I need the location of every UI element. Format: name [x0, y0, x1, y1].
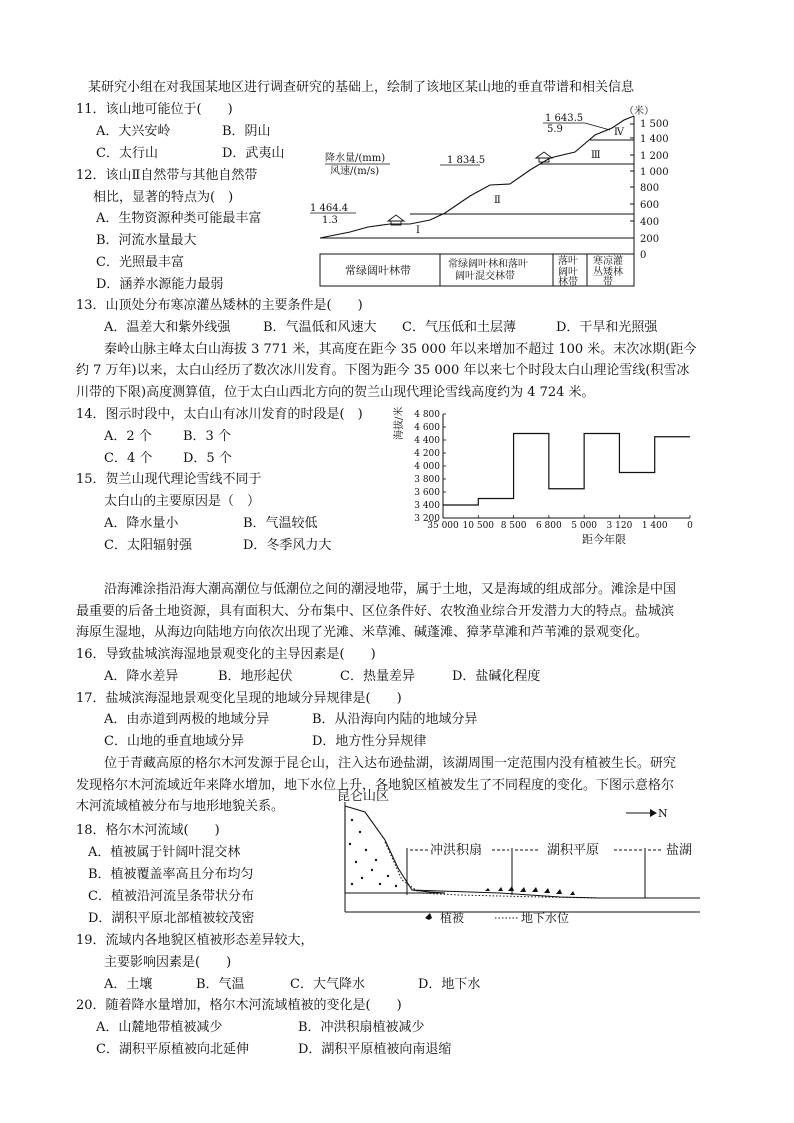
question-11-stem: 11．该山地可能位于( ): [76, 102, 233, 117]
question-20-stem: 20．随着降水量增加，格尔木河流域植被的变化是( ): [76, 998, 402, 1013]
q13-option-b[interactable]: B．气温低和风速大: [263, 320, 377, 335]
q11-option-b[interactable]: B．阴山: [222, 124, 271, 139]
question-14-stem: 14．图示时段中，太白山有冰川发育的时段是( ): [76, 407, 363, 422]
north-arrow-icon: [650, 809, 657, 817]
q19-option-b[interactable]: B．气温: [196, 977, 245, 992]
q18-option-b[interactable]: B．植被覆盖率高且分布均匀: [88, 867, 254, 882]
station-icon: [388, 152, 552, 225]
chart-y-tick-label: 4 200: [414, 449, 440, 459]
mountain-slope: [345, 806, 445, 893]
belt-3-label-2: 阔叶: [558, 267, 578, 278]
fig1-legend-wind: 风速/(m/s): [330, 166, 380, 177]
fig1-ytick: 1 400: [640, 134, 669, 145]
belt-4-label-3: 带: [603, 277, 613, 288]
region-salt-lake: 盐湖: [666, 843, 693, 858]
question-19-stem-2: 主要影响因素是( ): [104, 955, 232, 970]
kunlun-title: 昆仑山区: [337, 789, 390, 804]
chart-x-tick-label: 0: [687, 521, 693, 531]
q19-option-a[interactable]: A．土壤: [104, 977, 153, 992]
fig1-ytick: 800: [640, 183, 660, 194]
region-lake-plain: 湖积平原: [547, 843, 600, 858]
fig1-ytick: 1 200: [640, 151, 669, 162]
question-12-stem-2: 相比，显著的特点为( ): [93, 190, 234, 205]
chart-x-tick-label: 3 120: [606, 521, 633, 531]
q17-option-c[interactable]: C．山地的垂直地域分异: [104, 734, 244, 749]
q13-option-a[interactable]: A．温差大和紫外线强: [104, 320, 231, 335]
paragraph-tidal-2: 最重要的后备土地资源，具有面积大、分布集中、区位条件好、农牧渔业综合开发潜力大的特点。盐城滨: [76, 604, 675, 619]
fig1-legend-precip: 降水量/(mm): [325, 153, 386, 164]
q19-option-d[interactable]: D．地下水: [418, 977, 481, 992]
fig1-unit: （米）: [624, 106, 654, 117]
chart-x-tick-label: 1 400: [641, 521, 668, 531]
question-16-stem: 16．导致盐城滨海湿地景观变化的主导因素是( ): [76, 647, 376, 662]
q16-option-d[interactable]: D．盐碱化程度: [452, 669, 541, 684]
fig1-ytick: 200: [640, 234, 660, 245]
north-label: N: [658, 807, 668, 820]
groundwater-line: [385, 842, 650, 898]
q14-option-d[interactable]: D．5 个: [183, 451, 232, 466]
fig1-ytick: 400: [640, 217, 660, 228]
chart-y-tick-label: 3 800: [414, 475, 440, 485]
chart-ylabel: 海拔/米: [394, 406, 405, 440]
q18-option-a[interactable]: A．植被属于针阔叶混交林: [88, 845, 241, 860]
q17-option-d[interactable]: D．地方性分异规律: [312, 734, 427, 749]
q12-option-c[interactable]: C．光照最丰富: [96, 255, 184, 270]
station3-wind: 5.9: [547, 124, 563, 135]
q13-option-c[interactable]: C．气压低和土层薄: [402, 320, 516, 335]
paragraph-golmud: 位于青藏高原的格尔木河发源于昆仑山，注入达布逊盐湖，该湖周围一定范围内没有植被生长。研究: [104, 756, 677, 771]
chart-xlabel: 距今年限: [582, 533, 626, 546]
q16-option-b[interactable]: B．地形起伏: [218, 669, 293, 684]
q15-option-b[interactable]: B．气温较低: [243, 516, 318, 531]
zone-label-3: Ⅲ: [591, 150, 601, 161]
q18-option-d[interactable]: D．湖积平原北部植被较茂密: [88, 911, 255, 926]
q12-option-d[interactable]: D．涵养水源能力最弱: [96, 277, 224, 292]
q20-option-b[interactable]: B．冲洪积扇植被减少: [298, 1020, 425, 1035]
chart-x-tick-label: 10 500: [462, 521, 495, 531]
q16-option-a[interactable]: A．降水差异: [104, 669, 179, 684]
fig1-ytick: 1 500: [640, 119, 669, 130]
q15-option-c[interactable]: C．太阳辐射强: [104, 538, 192, 553]
question-19-stem: 19．流域内各地貌区植被形态差异较大，: [76, 933, 314, 948]
chart-x-tick-label: 8 500: [500, 521, 527, 531]
q18-option-c[interactable]: C．植被沿河流呈条带状分布: [88, 889, 254, 904]
question-15-stem: 15．贺兰山现代理论雪线不同于: [76, 472, 262, 487]
fig1-ytick: 600: [640, 200, 660, 211]
chart-y-tick-label: 3 400: [414, 501, 440, 511]
legend-vegetation: 植被: [440, 911, 465, 925]
q20-option-d[interactable]: D．湖积平原植被向南退缩: [298, 1042, 452, 1057]
fig1-ytick: 0: [640, 250, 647, 261]
region-alluvial-fan: 冲洪积扇: [430, 843, 483, 858]
chart-y-tick-label: 4 000: [414, 462, 440, 472]
question-17-stem: 17．盐城滨海湿地景观变化呈现的地域分异规律是( ): [76, 691, 402, 706]
paragraph-golmud-3: 木河流域植被分布与地形地貌关系。: [76, 799, 285, 814]
q17-option-a[interactable]: A．由赤道到两极的地域分异: [104, 712, 270, 727]
q12-option-b[interactable]: B．河流水量最大: [96, 233, 197, 248]
chart-y-tick-label: 3 600: [414, 488, 440, 498]
legend-groundwater: 地下水位: [521, 911, 570, 925]
q14-option-a[interactable]: A．2 个: [104, 429, 152, 444]
q11-option-d[interactable]: D．武夷山: [222, 146, 285, 161]
belt-4-label-2: 丛矮林: [593, 267, 623, 278]
station1-wind: 1.3: [322, 215, 338, 226]
snowline-series: [443, 434, 690, 506]
q15-option-a[interactable]: A．降水量小: [104, 516, 179, 531]
q12-option-a[interactable]: A．生物资源种类可能最丰富: [96, 211, 262, 226]
station1-precip: 1 464.4: [310, 203, 349, 214]
question-18-stem: 18．格尔木河流域( ): [76, 823, 220, 838]
zone-label-2: Ⅱ: [494, 195, 501, 206]
paragraph-golmud-2: 发现格尔木河流域近年来降水增加，地下水位上升，各地貌区植被发生了不同程度的变化。下图示意格尔: [76, 778, 675, 793]
chart-x-tick-label: 35 000: [427, 521, 459, 531]
belt-1-label: 常绿阔叶林带: [345, 264, 411, 277]
question-15-stem-2: 太白山的主要原因是（ ）: [104, 494, 261, 509]
paragraph-taibai: 秦岭山脉主峰太白山海拔 3 771 米，其高度在距今 35 000 年以来增加不超过 100 米。末次冰期(距今: [104, 342, 697, 357]
question-12-stem: 12．该山Ⅱ自然带与其他自然带: [76, 168, 258, 183]
q15-option-d[interactable]: D．冬季风力大: [243, 538, 332, 553]
chart-x-tick-label: 6 800: [535, 521, 562, 531]
question-13-stem: 13．山顶处分布寒凉灌丛矮林的主要条件是( ): [76, 298, 363, 313]
belt-2-label-2: 阔叶混交林带: [455, 271, 515, 282]
paragraph-taibai-2: 约 7 万年)以来，太白山经历了数次冰川发育。下图为距今 35 000 年以来七个时段太白山理论雪线(积雪冰: [76, 363, 690, 378]
q20-option-c[interactable]: C．湖积平原植被向北延伸: [96, 1042, 249, 1057]
vegetation-legend-icon: [425, 913, 432, 920]
station3-precip: 1 643.5: [545, 113, 584, 124]
belt-2-label: 常绿阔叶林和落叶: [448, 259, 528, 270]
q13-option-d[interactable]: D．干旱和光照强: [556, 320, 658, 335]
paragraph-tidal-3: 海原生湿地，从海边向陆地方向依次出现了光滩、米草滩、碱蓬滩、獐茅草滩和芦苇滩的景观变化。: [76, 625, 649, 640]
q14-option-b[interactable]: B．3 个: [183, 429, 231, 444]
intro-paragraph: 某研究小组在对我国某地区进行调查研究的基础上，绘制了该地区某山地的垂直带谱和相关信息: [88, 80, 635, 95]
belt-3-label-3: 林带: [558, 277, 578, 288]
chart-y-tick-label: 4 800: [414, 410, 440, 420]
chart-y-tick-label: 4 400: [414, 436, 440, 446]
q19-option-c[interactable]: C．大气降水: [290, 977, 365, 992]
mountain-profile-line: [320, 116, 634, 238]
q11-option-a[interactable]: A．大兴安岭: [96, 124, 171, 139]
zone-label-4: Ⅳ: [614, 127, 624, 138]
belt-3-label: 落叶: [558, 256, 578, 267]
chart-y-tick-label: 3 200: [414, 514, 440, 524]
chart-y-tick-label: 4 600: [414, 423, 440, 433]
belt-4-label: 寒凉灌: [593, 256, 623, 267]
q20-option-a[interactable]: A．山麓地带植被减少: [96, 1020, 223, 1035]
q11-option-c[interactable]: C．太行山: [96, 146, 158, 161]
q16-option-c[interactable]: C．热量差异: [340, 669, 415, 684]
paragraph-tidal: 沿海滩涂指沿海大潮高潮位与低潮位之间的潮浸地带，属于土地，又是海域的组成部分。滩涂是中国: [104, 582, 677, 597]
zone-label-1: Ⅰ: [416, 225, 420, 236]
station2-precip: 1 834.5: [447, 155, 486, 166]
q17-option-b[interactable]: B．从沿海向内陆的地域分异: [312, 712, 478, 727]
paragraph-taibai-3: 川带的下限)高度测算值，位于太白山西北方向的贺兰山现代理论雪线高度约为 4 724 米。: [76, 385, 595, 400]
fig1-ytick: 1 000: [640, 167, 669, 178]
chart-x-tick-label: 5 000: [571, 521, 598, 531]
vegetation-icon: [485, 886, 575, 895]
q14-option-c[interactable]: C．4 个: [104, 451, 153, 466]
